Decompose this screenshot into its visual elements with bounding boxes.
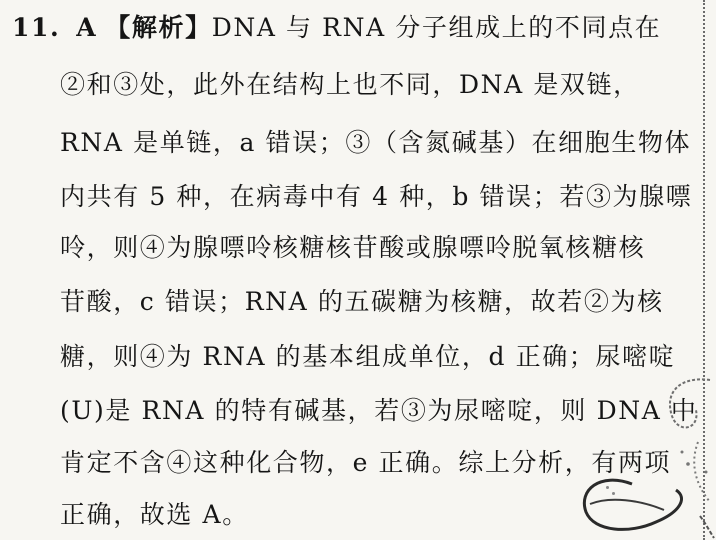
text-line-5: 呤，则④为腺嘌呤核糖核苷酸或腺嘌呤脱氧核糖核 [60, 233, 646, 262]
text-line-3: RNA 是单链，a 错误；③（含氮碱基）在细胞生物体 [60, 128, 692, 157]
text-line-8: (U)是 RNA 的特有碱基，若③为尿嘧啶，则 DNA 中 [60, 396, 698, 425]
scan-speck [606, 486, 609, 489]
question-number: 11. [12, 13, 61, 42]
text-segment: DNA 与 RNA 分子组成上的不同点在 [211, 13, 662, 42]
text-line-10: 正确，故选 A。 [60, 500, 249, 529]
text-line-7: 糖，则④为 RNA 的基本组成单位，d 正确；尿嘧啶 [60, 342, 676, 371]
text-line-2: ②和③处，此外在结构上也不同，DNA 是双链， [60, 70, 640, 99]
answer-choice: A [76, 13, 98, 42]
pencil-scribble [560, 372, 716, 540]
text-line-1 [12, 11, 661, 45]
text-line-4: 内共有 5 种，在病毒中有 4 种，b 错误；若③为腺嘌 [60, 182, 693, 211]
text-line-6: 苷酸，c 错误；RNA 的五碳糖为核糖，故若②为核 [60, 287, 664, 316]
scan-speck [612, 492, 615, 495]
text-line-9: 肯定不含④这种化合物，e 正确。综上分析，有两项 [60, 448, 672, 477]
analysis-label: 【解析】 [105, 13, 212, 42]
